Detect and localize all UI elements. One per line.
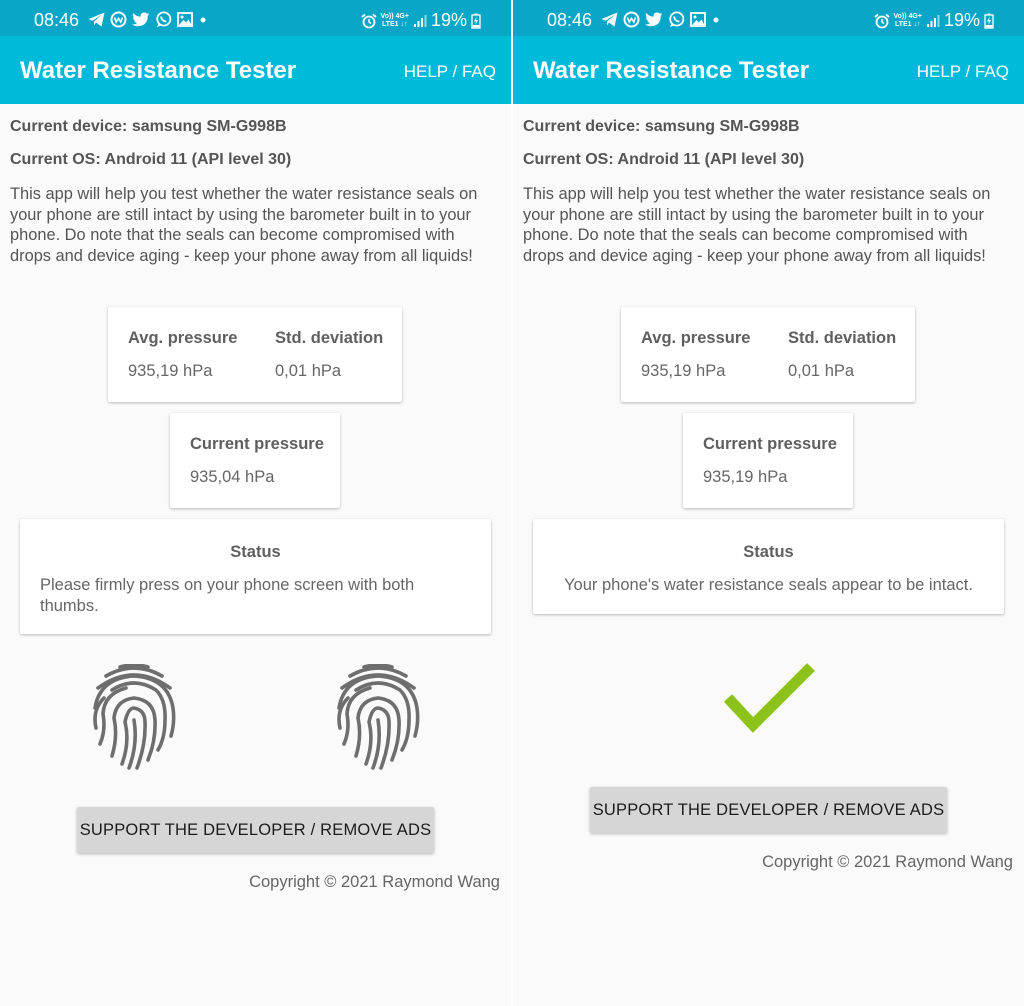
telegram-icon (88, 12, 105, 27)
network-bottom-label: LTE1 ↓↑ (381, 20, 408, 28)
whatsapp-icon (155, 11, 172, 28)
chat-icon (623, 11, 640, 28)
twitter-icon (645, 12, 663, 27)
dot-icon (198, 12, 208, 27)
battery-percentage: 19% (430, 10, 467, 30)
status-bar (0, 0, 511, 36)
system-status-icons (874, 10, 995, 31)
status-time: 08:46 (547, 10, 593, 30)
std-deviation-label: Std. deviation (275, 329, 384, 347)
app-description: This app will help you test whether the water resistance seals on your phone are still intact by using the barometer built in to your phone. Do note that the seals can become compromised with drops and device aging - keep your phone away from all liquids! (523, 185, 991, 265)
help-faq-button[interactable]: HELP / FAQ (916, 62, 1009, 81)
app-description: This app will help you test whether the water resistance seals on your phone are still intact by using the barometer built in to your phone. Do note that the seals can become compromised with drops and device aging - keep your phone away from all liquids! (10, 185, 478, 265)
alarm-icon (874, 13, 890, 29)
app-title: Water Resistance Tester (533, 57, 810, 84)
current-pressure-value: 935,19 hPa (703, 468, 788, 486)
status-message: Please firmly press on your phone screen with both thumbs. (40, 576, 415, 615)
fingerprint-icon (92, 664, 176, 772)
notification-icons (601, 11, 721, 28)
network-indicator (894, 13, 922, 29)
support-developer-button[interactable]: SUPPORT THE DEVELOPER / REMOVE ADS (77, 807, 434, 853)
system-status-icons (361, 10, 482, 31)
status-title: Status (230, 543, 281, 561)
current-pressure-value: 935,04 hPa (190, 468, 275, 486)
status-card (20, 519, 491, 634)
dot-icon (711, 12, 721, 27)
telegram-icon (601, 12, 618, 27)
app-bar (0, 36, 511, 104)
device-info: Current device: samsung SM-G998B (10, 118, 287, 135)
battery-charging-icon (984, 13, 994, 29)
status-bar (513, 0, 1024, 36)
checkmark-icon (723, 662, 817, 736)
phone-screen-result (513, 0, 1024, 1006)
current-pressure-label: Current pressure (190, 435, 324, 453)
status-message: Your phone's water resistance seals appear to be intact. (564, 576, 973, 594)
current-pressure-label: Current pressure (703, 435, 837, 453)
app-title: Water Resistance Tester (20, 57, 297, 84)
current-pressure-card (683, 413, 853, 508)
network-top-label: Vo)) 4G+ (380, 12, 409, 20)
phone-screen-testing (0, 0, 511, 1006)
battery-percentage: 19% (943, 10, 980, 30)
app-bar (513, 36, 1024, 104)
notification-icons (88, 11, 208, 28)
twitter-icon (132, 12, 150, 27)
copyright-text: Copyright © 2021 Raymond Wang (249, 873, 500, 891)
pressure-stats-card (108, 307, 402, 402)
avg-pressure-label: Avg. pressure (128, 329, 238, 347)
support-developer-button[interactable]: SUPPORT THE DEVELOPER / REMOVE ADS (590, 787, 947, 833)
alarm-icon (361, 13, 377, 29)
avg-pressure-value: 935,19 hPa (128, 362, 213, 380)
network-indicator (381, 13, 409, 29)
battery-charging-icon (471, 13, 481, 29)
help-faq-button[interactable]: HELP / FAQ (403, 62, 496, 81)
signal-icon (413, 14, 427, 28)
avg-pressure-label: Avg. pressure (641, 329, 751, 347)
status-title: Status (743, 543, 794, 561)
signal-icon (926, 14, 940, 28)
current-pressure-card (170, 413, 340, 508)
gallery-icon (177, 12, 193, 27)
fingerprint-icon (336, 664, 420, 772)
whatsapp-icon (668, 11, 685, 28)
std-deviation-value: 0,01 hPa (788, 362, 855, 380)
gallery-icon (690, 12, 706, 27)
status-time: 08:46 (34, 10, 80, 30)
device-info: Current device: samsung SM-G998B (523, 118, 800, 135)
std-deviation-label: Std. deviation (788, 329, 897, 347)
network-top-label: Vo)) 4G+ (893, 12, 922, 20)
os-info: Current OS: Android 11 (API level 30) (10, 151, 292, 168)
std-deviation-value: 0,01 hPa (275, 362, 342, 380)
network-bottom-label: LTE1 ↓↑ (894, 20, 921, 28)
chat-icon (110, 11, 127, 28)
avg-pressure-value: 935,19 hPa (641, 362, 726, 380)
pressure-stats-card (621, 307, 915, 402)
copyright-text: Copyright © 2021 Raymond Wang (762, 853, 1013, 871)
status-card (533, 519, 1004, 614)
os-info: Current OS: Android 11 (API level 30) (523, 151, 805, 168)
